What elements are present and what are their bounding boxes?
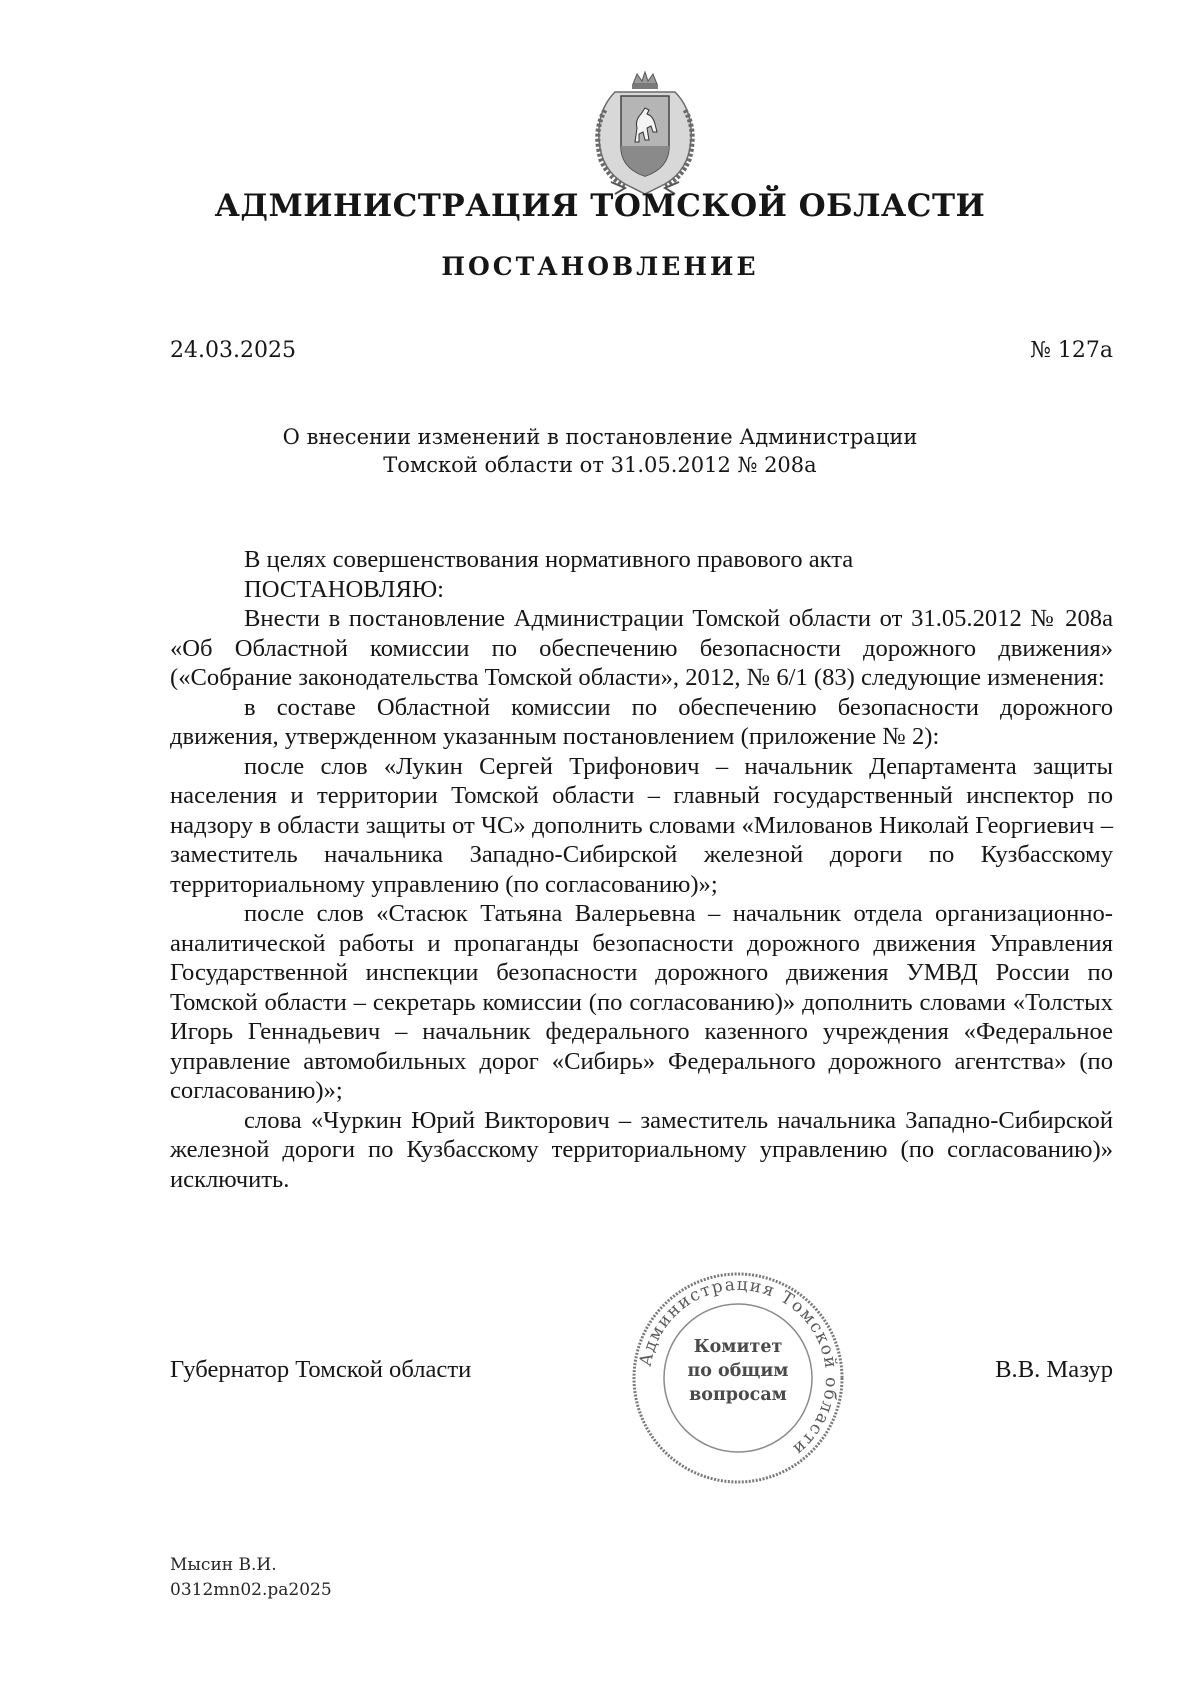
document-type: ПОСТАНОВЛЕНИЕ (441, 252, 759, 281)
body-paragraph: Внести в постановление Администрации Томской области от 31.05.2012 № 208а «Об Областной комиссии по обеспечению безопасности дорожного движения» («Собрание законодательства Томской области», 2012, № 6/1 (83) следующие изменения: (170, 605, 1113, 691)
footer-author: Мысин В.И. (170, 1555, 277, 1575)
document-body (170, 545, 1113, 1194)
stamp-line: вопросам (689, 1385, 787, 1405)
footer-file-code: 0312mn02.pa2025 (170, 1580, 332, 1600)
body-paragraph-resolve: ПОСТАНОВЛЯЮ: (244, 575, 444, 603)
document-date: 24.03.2025 (170, 338, 296, 363)
document-number: № 127а (1030, 338, 1113, 363)
stamp-center-text (686, 1335, 790, 1407)
organization-title: АДМИНИСТРАЦИЯ ТОМСКОЙ ОБЛАСТИ (214, 188, 986, 224)
body-paragraph: В целях совершенствования нормативного правового акта (244, 546, 854, 573)
stamp-ring-text: Администрация Томской области (635, 1274, 842, 1460)
body-paragraph: слова «Чуркин Юрий Викторович – заместитель начальника Западно-Сибирской железной дороги по Кузбасскому территориальному управлению (по согласованию)» исключить. (170, 1106, 1113, 1193)
stamp-line: Комитет (693, 1337, 783, 1357)
subject-line: Томской области от 31.05.2012 № 208а (383, 453, 817, 477)
body-paragraph: после слов «Стасюк Татьяна Валерьевна – начальник отдела организационно-аналитической работы и пропаганды безопасности дорожного движения Управления Государственной инспекции безопасности дорожного движения УМВД России по Томской области – секретарь комиссии (по согласованию)» дополнить словами «Толстых Игорь Геннадьевич – начальник федерального казенного учреждения «Федеральное управление автомобильных дорог «Сибирь» Федерального дорожного агентства» (по согласованию)»; (170, 900, 1113, 1104)
document-footer (170, 1553, 332, 1603)
document-subject (0, 423, 1200, 479)
signatory-name: В.В. Мазур (995, 1356, 1113, 1383)
stamp-line: по общим (687, 1361, 789, 1381)
subject-line: О внесении изменений в постановление Администрации (282, 425, 918, 449)
coat-of-arms-icon (585, 70, 705, 196)
body-paragraph: в составе Областной комиссии по обеспечению безопасности дорожного движения, утвержденном указанным постановлением (приложение № 2): (170, 693, 1113, 750)
signatory-position: Губернатор Томской области (170, 1356, 472, 1383)
body-paragraph: после слов «Лукин Сергей Трифонович – начальник Департамента защиты населения и территории Томской области – главный государственный инспектор по надзору в области защиты от ЧС» дополнить словами «Милованов Николай Георгиевич – заместитель начальника Западно-Сибирской железной дороги по Кузбасскому территориальному управлению (по согласованию)»; (170, 752, 1113, 898)
